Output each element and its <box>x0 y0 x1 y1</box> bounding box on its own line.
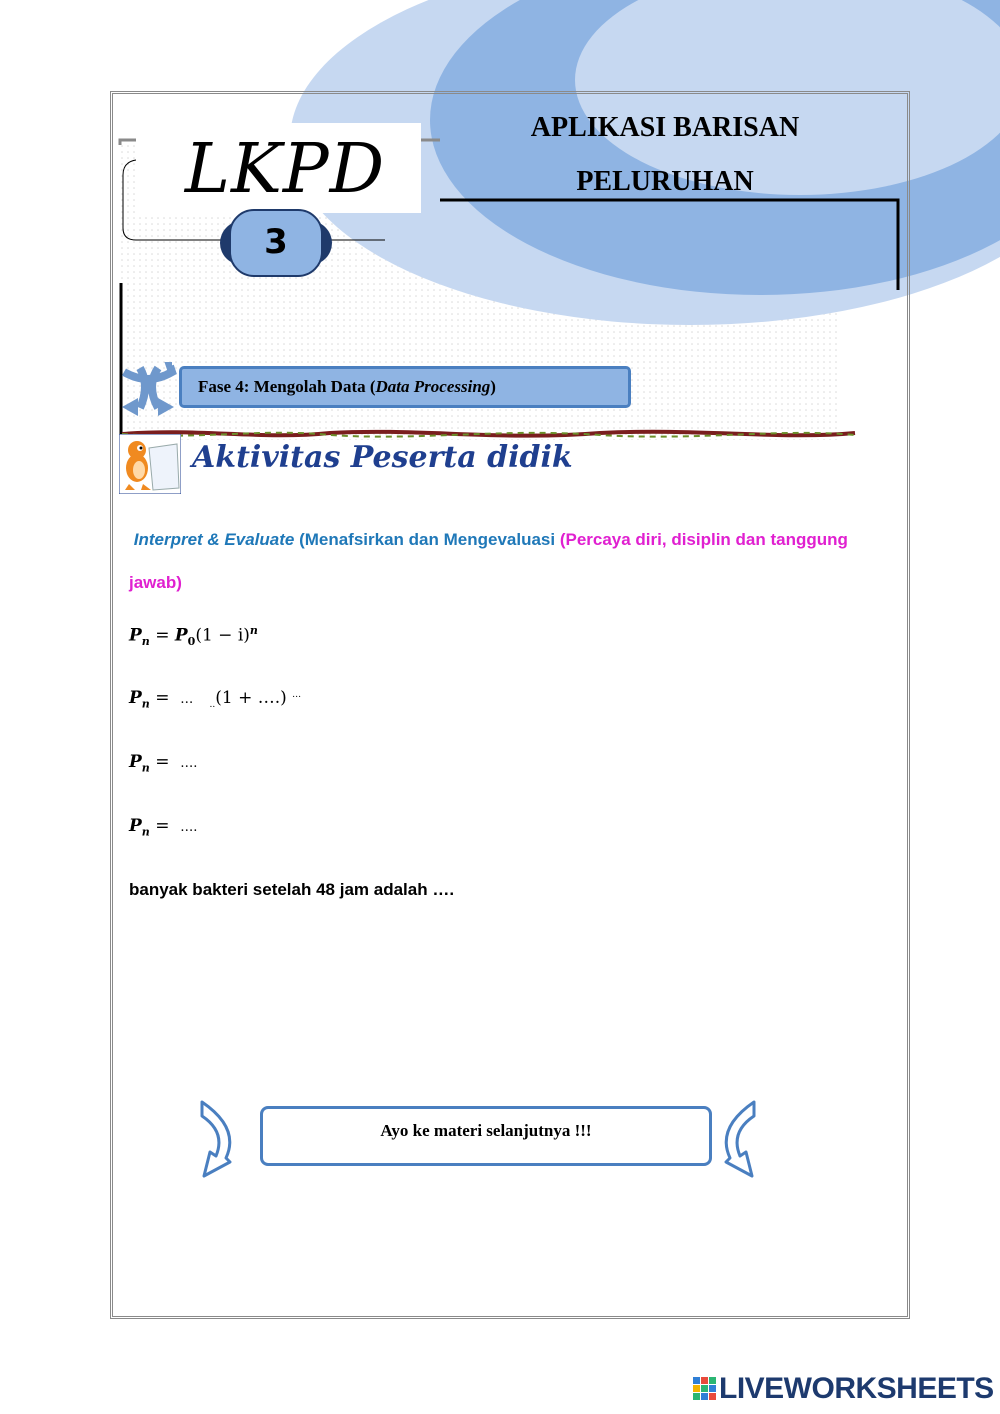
brand-logo <box>693 1372 993 1408</box>
formula-1 <box>129 624 258 648</box>
interpret-pink: (Percaya diri, disiplin dan tanggung jawab) <box>129 530 848 592</box>
page-title-line1: APLIKASI BARISAN <box>530 112 800 143</box>
formula-4 <box>129 816 197 838</box>
formula-3-lhs: P <box>129 752 142 772</box>
interpret-italic: Interpret & Evaluate <box>133 530 295 549</box>
formula-3-value: …. <box>180 756 198 771</box>
formula-2-body: (1 + ….) <box>215 688 287 708</box>
formula-4-lhs-sub: n <box>141 825 150 839</box>
lkpd-number: 3 <box>264 222 288 262</box>
formula-3 <box>129 752 197 774</box>
formula-3-lhs-sub: n <box>141 761 150 775</box>
interpret-instruction <box>129 518 889 604</box>
lkpd-label: LKPD <box>184 130 386 209</box>
next-material-button[interactable]: Ayo ke materi selanjutnya !!! <box>260 1106 712 1166</box>
question-text: banyak bakteri setelah 48 jam adalah …. <box>129 880 455 899</box>
formula-2-blank-b: .. <box>209 700 216 710</box>
formula-2-blank-a: … <box>180 692 194 707</box>
formula-4-value: …. <box>180 820 198 835</box>
phase-italic: Data Processing <box>375 377 491 396</box>
curved-arrow-left-icon <box>196 1098 242 1184</box>
formula-2-exp: … <box>292 690 302 700</box>
formula-1-p0: P <box>174 625 188 646</box>
liveworksheets-logo-icon <box>693 1377 717 1401</box>
page-title-line2: PELURUHAN <box>576 166 754 197</box>
formula-1-lhs: P <box>129 625 142 646</box>
formula-1-exp: n <box>249 624 258 637</box>
formula-4-lhs: P <box>129 816 142 836</box>
formula-2 <box>129 688 301 710</box>
brand-name: LIVEWORKSHEETS <box>719 1372 994 1405</box>
formula-2-lhs-sub: n <box>141 697 150 711</box>
interpret-blue: (Menafsirkan dan Mengevaluasi <box>294 530 560 549</box>
formula-4-eq: = <box>149 816 175 836</box>
phase-bar <box>179 366 631 408</box>
formula-1-body: (1 − i) <box>195 625 250 646</box>
phase-suffix: ) <box>490 377 496 396</box>
formula-1-eq: = <box>149 625 175 646</box>
formula-3-eq: = <box>149 752 175 772</box>
formula-2-lhs: P <box>129 688 142 708</box>
phase-prefix: Fase 4: Mengolah Data ( <box>198 377 376 396</box>
activity-title: Aktivitas Peserta didik <box>192 440 573 475</box>
formula-2-eq: = <box>149 688 175 708</box>
formula-1-lhs-sub: n <box>141 635 150 649</box>
mascot-icon <box>119 434 181 494</box>
curved-arrow-right-icon <box>714 1098 760 1184</box>
formula-1-p0-sub: 0 <box>187 635 196 649</box>
